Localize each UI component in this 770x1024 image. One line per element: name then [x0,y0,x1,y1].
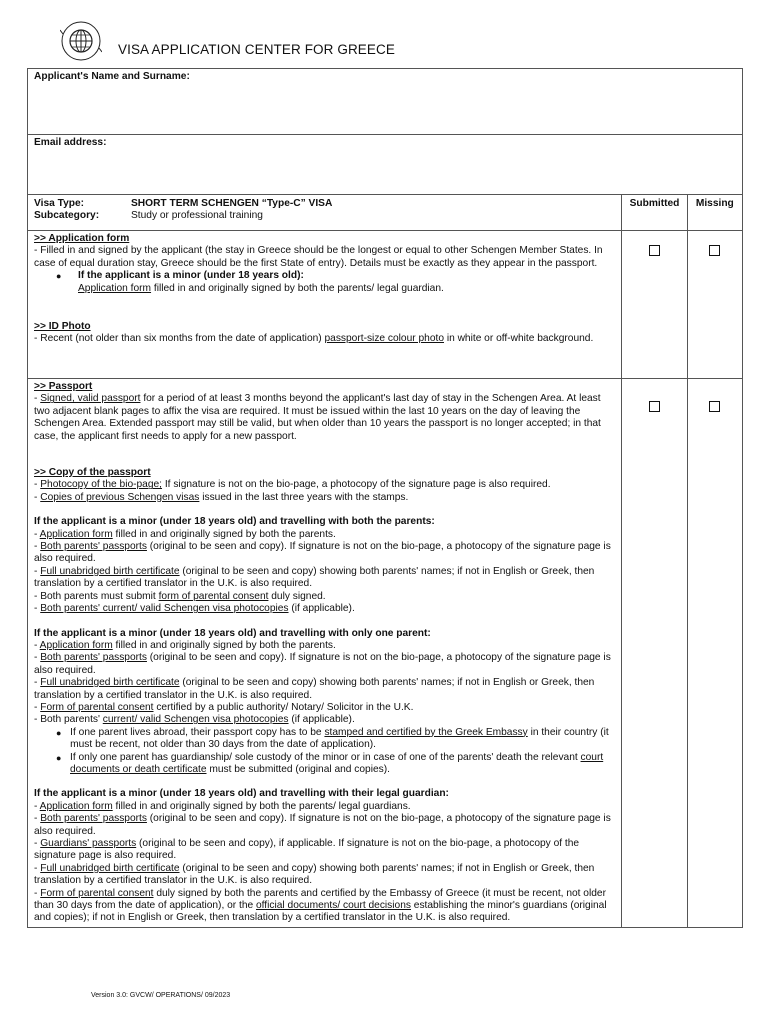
both-b: - Both parents' passports (original to be seen and copy). If signature is not on the bio-page, a photocopy of the signature page is also required. [34,541,611,565]
guard-d: - Full unabridged birth certificate (original to be seen and copy) showing both parents' names; if not in English or Greek, then translation by a certified translator in the U.K. is also required. [34,862,595,887]
section-application-photo [28,231,622,379]
one-d: - Form of parental consent certified by a public authority/ Notary/ Solicitor in the U.K. [34,701,414,713]
guard-b: - Both parents' passports (original to be seen and copy). If signature is not on the bio-page, a photocopy of the signature page is also required. [34,813,611,837]
application-form-heading: >> Application form [34,233,130,244]
bullet-icon: ● [56,271,62,282]
checklist-table [27,68,743,928]
name-label: Applicant's Name and Surname: [34,71,190,82]
name-field[interactable] [28,69,743,135]
page-title: VISA APPLICATION CENTER FOR GREECE [118,42,395,57]
one-g: ● If only one parent has guardianship/ sole custody of the minor or in case of one of the parents' death the relevant court documents or death certificate must be submitted (original and copies). [56,751,604,775]
missing-cell-2 [687,379,742,928]
missing-cell-1 [687,231,742,379]
globe-icon [60,20,102,62]
visa-type-label: Visa Type: [34,198,85,209]
both-a: - Application form filled in and originally signed by both the parents. [34,528,336,540]
subcategory-value: Study or professional training [131,210,263,222]
visa-info [28,195,622,231]
missing-checkbox-2[interactable] [709,401,720,412]
one-e: - Both parents' current/ valid Schengen visa photocopies (if applicable). [34,714,355,726]
one-a: - Application form filled in and originally signed by both the parents. [34,639,336,651]
visa-type-value: SHORT TERM SCHENGEN “Type-C” VISA [131,198,333,209]
submitted-header: Submitted [622,195,687,231]
footer-version: Version 3.0: GVCW/ OPERATIONS/ 09/2023 [91,992,231,999]
subcategory-label: Subcategory: [34,210,100,222]
valid-passport: Signed, valid passport [40,393,141,405]
both-d: - Both parents must submit form of parental consent duly signed. [34,590,326,602]
id-photo-heading: >> ID Photo [34,321,91,333]
minor-bullet [34,270,615,295]
previous-visas-text: - Copies of previous Schengen visas issued in the last three years with the stamps. [34,491,409,503]
minor-text: filled in and originally signed by both the parents/ legal guardian. [151,282,444,294]
bullet-icon: ● [56,752,62,763]
passport-copy-heading: >> Copy of the passport [34,467,151,479]
one-b: - Both parents' passports (original to be seen and copy). If signature is not on the bio-page, a photocopy of the signature page is also required. [34,652,611,676]
application-form-text: - Filled in and signed by the applicant (the stay in Greece should be the longest or equal to other Schengen Member States. In case of equal duration stay, Greece should be the first State of entry). Details must be exactly as they appear in the passport. [34,245,603,269]
missing-checkbox-1[interactable] [709,245,720,256]
guardian-heading: If the applicant is a minor (under 18 years old) and travelling with their legal guardian: [34,788,449,800]
one-c: - Full unabridged birth certificate (original to be seen and copy) showing both parents' names; if not in English or Greek, then translation by a certified translator in the U.K. is also required. [34,677,595,701]
id-photo-text: - Recent (not older than six months from the date of application) passport-size colour photo in white or off-white background. [34,333,594,345]
minor-heading: If the applicant is a minor (under 18 years old): [78,270,304,282]
email-label: Email address: [34,137,107,148]
passport-heading: >> Passport [34,381,93,392]
application-form-link: Application form [78,282,152,294]
both-e: - Both parents' current/ valid Schengen visa photocopies (if applicable). [34,603,355,615]
submitted-checkbox-2[interactable] [649,401,660,412]
guard-e: - Form of parental consent duly signed by both the parents and certified by the Embassy of Greece (it must be recent, not older than 30 days from the date of application), or the official documents/ court decisions establishing the minor's guardians (original and copies); if not in English or Greek, then translation by a certified translator in the U.K. is also required. [34,887,607,924]
missing-header: Missing [687,195,742,231]
submitted-cell-2 [622,379,687,928]
both-parents-heading: If the applicant is a minor (under 18 years old) and travelling with both the parents: [34,516,435,528]
guard-c: - Guardians' passports (original to be seen and copy), if applicable. If signature is not on the bio-page, a photocopy of the signature page is also required. [34,838,580,862]
email-field[interactable] [28,135,743,195]
both-c: - Full unabridged birth certificate (original to be seen and copy) showing both parents' names; if not in English or Greek, then translation by a certified translator in the U.K. is also required. [34,565,595,590]
section-passport [28,379,622,928]
one-parent-heading: If the applicant is a minor (under 18 years old) and travelling with only one parent: [34,627,431,639]
bullet-icon: ● [56,727,62,738]
bio-page-text: - Photocopy of the bio-page; If signature is not on the bio-page, a photocopy of the signature page is also required. [34,479,551,491]
one-f: ● If one parent lives abroad, their passport copy has to be stamped and certified by the Greek Embassy in their country (it must be recent, not older than 30 days from the date of application). [56,726,609,751]
passport-text: - Signed, valid passport for a period of at least 3 months beyond the applicant's last day of stay in the Schengen Area. At least two adjacent blank pages to affix the visa are required. It must be issued within the last 10 years on the day of leaving the Schengen Area. Extended passport may still be valid, but when older than 10 years the passport is no longer accepted; in that case, the applicant first needs to apply for a new passport. [34,393,601,442]
submitted-checkbox-1[interactable] [649,245,660,256]
submitted-cell-1 [622,231,687,379]
photo-spec: passport-size colour photo [324,333,444,345]
guard-a: - Application form filled in and originally signed by both the parents/ legal guardians. [34,800,411,812]
